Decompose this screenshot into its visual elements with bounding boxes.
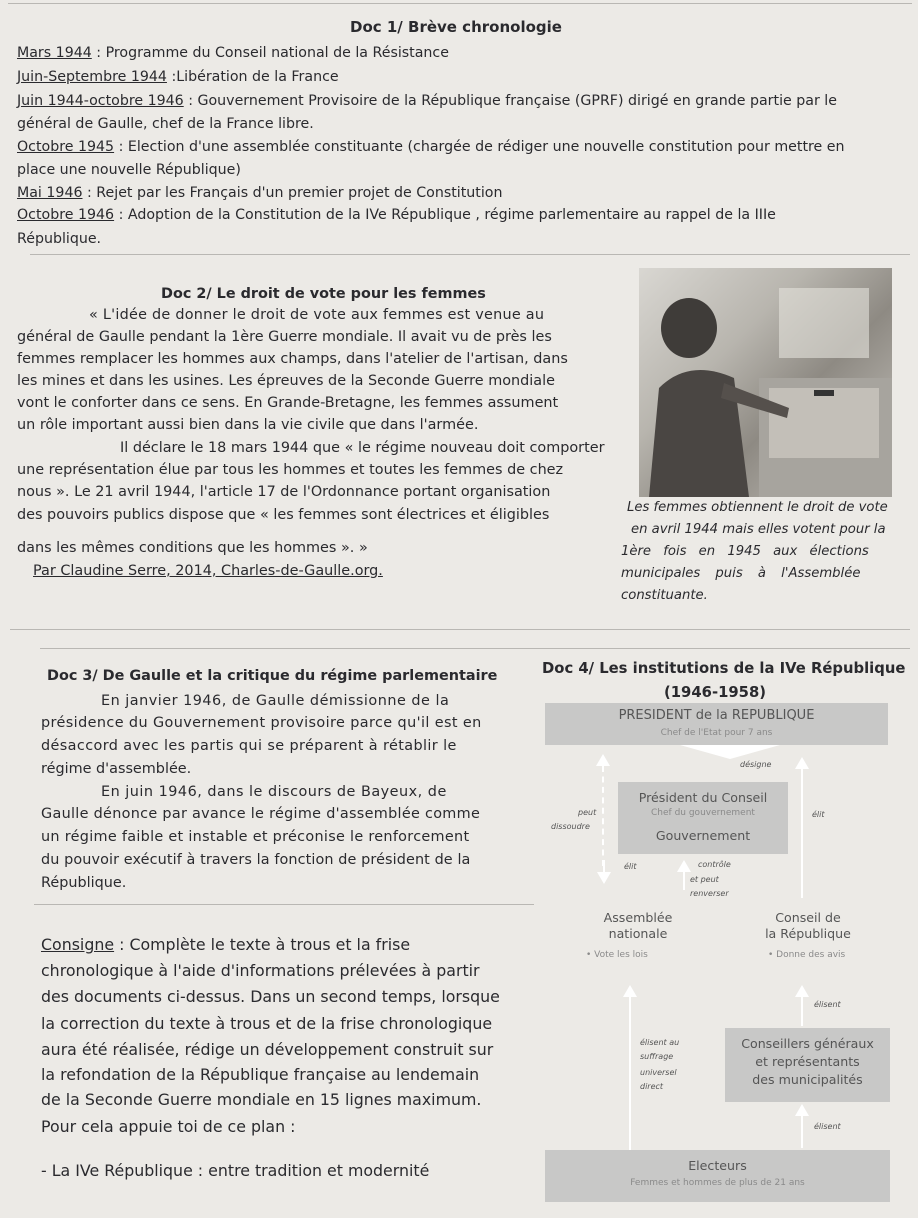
- doc3-line: désaccord avec les partis qui se préparent à rétablir le: [41, 738, 457, 754]
- label-elisent-2: élisent: [814, 1122, 841, 1131]
- consigne-line: de la Seconde Guerre mondiale en 15 lignes maximum.: [41, 1090, 482, 1109]
- consigne-text: : Complète le texte à trous et la frise: [114, 935, 411, 954]
- voting-photo-illustration: [639, 268, 892, 497]
- label-direct: direct: [640, 1082, 664, 1091]
- label-elit-1: élit: [812, 810, 825, 819]
- label-suffrage: suffrage: [640, 1052, 674, 1061]
- doc1-entry-3: [17, 93, 837, 109]
- doc2-line: nous ». Le 21 avril 1944, l'article 17 de l'Ordonnance portant organisation: [17, 484, 551, 500]
- electeurs-sub: Femmes et hommes de plus de 21 ans: [630, 1178, 805, 1188]
- consigne-line: chronologique à l'aide d'informations prélevées à partir: [41, 961, 480, 980]
- source-text: Par Claudine Serre, 2014, Charles-de-Gaulle.org.: [33, 563, 383, 579]
- doc4-title: Doc 4/ Les institutions de la IVe République: [542, 660, 906, 677]
- doc2-line: « L'idée de donner le droit de vote aux femmes est venue au: [89, 307, 545, 323]
- controle-arrow-line: [683, 870, 685, 890]
- entry-date: Mai 1946: [17, 185, 83, 201]
- conseil-rep-sub: • Donne des avis: [768, 950, 846, 960]
- electeurs-box: [545, 1150, 890, 1202]
- photo-caption: municipales puis à l'Assemblée: [621, 566, 861, 581]
- elit-arrow-line: [801, 768, 803, 898]
- entry-date: Octobre 1945: [17, 139, 115, 155]
- president-title: PRESIDENT de la REPUBLIQUE: [618, 708, 815, 723]
- entry-date: Juin-Septembre 1944: [17, 69, 167, 85]
- top-rule: [8, 3, 912, 4]
- photo-caption: Les femmes obtiennent le droit de vote: [627, 500, 888, 515]
- doc3-line: République.: [41, 875, 127, 891]
- doc3-line: du pouvoir exécutif à travers la fonction de président de la: [41, 852, 471, 868]
- president-box: [545, 703, 888, 745]
- conseillers-line-2: et représentants: [755, 1054, 860, 1069]
- consigne-line: aura été réalisée, rédige un développement construit sur: [41, 1040, 494, 1059]
- label-peut: peut: [578, 808, 597, 817]
- label-elit-2: élit: [624, 862, 637, 871]
- conseil-title: Président du Conseil: [638, 790, 768, 805]
- doc2-line: des pouvoirs publics dispose que « les femmes sont électrices et éligibles: [17, 507, 550, 523]
- doc3-title: Doc 3/ De Gaulle et la critique du régime parlementaire: [47, 668, 498, 684]
- doc1-entry-6: [17, 207, 776, 223]
- elisent-arrow-line: [801, 996, 803, 1026]
- label-elisent-1: élisent: [814, 1000, 841, 1009]
- doc2-line: femmes remplacer les hommes aux champs, dans l'atelier de l'artisan, dans: [17, 351, 568, 367]
- doc2-line: une représentation élue par tous les hommes et toutes les femmes de chez: [17, 462, 564, 478]
- conseillers-line-1: Conseillers généraux: [741, 1036, 874, 1051]
- doc3-line: régime d'assemblée.: [41, 761, 192, 777]
- electeurs-title: Electeurs: [688, 1158, 747, 1173]
- entry-date: Juin 1944-octobre 1946: [17, 93, 184, 109]
- entry-text: : Adoption de la Constitution de la IVe République , régime parlementaire au rappel de la IIIe: [114, 207, 776, 223]
- consigne-line: des documents ci-dessus. Dans un second temps, lorsque: [41, 987, 500, 1006]
- entry-text: :Libération de la France: [166, 69, 339, 85]
- conseillers-line-3: des municipalités: [752, 1072, 863, 1087]
- doc1-entry-6-cont: République.: [17, 231, 102, 247]
- doc3-line: En juin 1946, dans le discours de Bayeux, de: [101, 784, 447, 800]
- doc2-source: [33, 563, 383, 579]
- consigne-line-1: [41, 935, 410, 954]
- photo-caption: en avril 1944 mais elles votent pour la: [631, 522, 886, 537]
- doc2-title: Doc 2/ Le droit de vote pour les femmes: [161, 286, 486, 302]
- label-dissoudre: dissoudre: [551, 822, 590, 831]
- entry-date: Octobre 1946: [17, 207, 115, 223]
- consigne-plan: - La IVe République : entre tradition et modernité: [41, 1161, 430, 1180]
- doc2-rule-2: [40, 648, 910, 649]
- label-controle: contrôle: [698, 860, 731, 869]
- conseillers-box: [725, 1028, 890, 1102]
- photo-caption: constituante.: [621, 588, 708, 603]
- doc3-line: En janvier 1946, de Gaulle démissionne de la: [101, 693, 450, 709]
- doc2-line: vont le conforter dans ce sens. En Grande-Bretagne, les femmes assument: [17, 395, 559, 411]
- doc1-entry-2: [17, 69, 339, 85]
- gouvernement-label: Gouvernement: [655, 828, 751, 843]
- conseil-sub: Chef du gouvernement: [651, 808, 755, 818]
- label-designe: désigne: [740, 760, 772, 769]
- photo-caption: 1ère fois en 1945 aux élections: [621, 544, 869, 559]
- doc4-subtitle: (1946-1958): [664, 684, 767, 701]
- assemblee-title-1: Assemblée: [603, 910, 673, 925]
- consigne-line: la refondation de la République française au lendemain: [41, 1065, 480, 1084]
- dissolve-arrow-line: [602, 766, 606, 866]
- assemblee-sub: • Vote les lois: [586, 950, 648, 960]
- doc2-line: Il déclare le 18 mars 1944 que « le régime nouveau doit comporter: [120, 440, 605, 456]
- suffrage-arrow-line: [629, 996, 631, 1156]
- doc1-entry-4: [17, 139, 845, 155]
- doc3-line: Gaulle dénonce par avance le régime d'assemblée comme: [41, 806, 481, 822]
- label-universel: universel: [640, 1068, 677, 1077]
- doc2-line: général de Gaulle pendant la 1ère Guerre mondiale. Il avait vu de près les: [17, 329, 552, 345]
- doc2-line: les mines et dans les usines. Les épreuves de la Seconde Guerre mondiale: [17, 373, 555, 389]
- entry-text: : Programme du Conseil national de la Résistance: [91, 45, 449, 61]
- conseil-rep-title-2: la République: [765, 926, 851, 941]
- elit-down-head: [597, 872, 611, 884]
- consigne-line: la correction du texte à trous et de la frise chronologique: [41, 1014, 493, 1033]
- doc2-line: dans les mêmes conditions que les hommes ». »: [17, 540, 368, 556]
- doc1-entry-1: [17, 45, 449, 61]
- doc3-rule: [34, 904, 534, 905]
- entry-text: : Gouvernement Provisoire de la République française (GPRF) dirigé en grande partie par le: [183, 93, 837, 109]
- entry-text: : Rejet par les Français d'un premier projet de Constitution: [82, 185, 503, 201]
- conseil-box: [618, 782, 788, 854]
- president-sub: Chef de l'Etat pour 7 ans: [660, 728, 773, 738]
- doc1-entry-3-cont: général de Gaulle, chef de la France libre.: [17, 116, 314, 132]
- dissolve-arrow-head: [596, 754, 610, 766]
- doc1-entry-4-cont: place une nouvelle République): [17, 162, 241, 178]
- entry-date: Mars 1944: [17, 45, 92, 61]
- assemblee-title-2: nationale: [608, 926, 668, 941]
- doc1-entry-5: [17, 185, 502, 201]
- designe-arrow: [680, 745, 780, 759]
- doc1-rule: [30, 254, 910, 255]
- conseil-rep-title-1: Conseil de: [775, 910, 841, 925]
- label-et-peut: et peut: [690, 875, 719, 884]
- consigne-label: Consigne: [41, 935, 115, 954]
- doc2-rule: [10, 629, 910, 630]
- label-elisent-au: élisent au: [640, 1038, 680, 1047]
- doc1-title: Doc 1/ Brève chronologie: [350, 18, 562, 36]
- entry-text: : Election d'une assemblée constituante (chargée de rédiger une nouvelle constitution pour mettre en: [114, 139, 845, 155]
- voting-photo: [639, 268, 892, 497]
- doc3-line: un régime faible et instable et préconise le renforcement: [41, 829, 470, 845]
- label-renverser: renverser: [690, 889, 729, 898]
- consigne-line: Pour cela appuie toi de ce plan :: [41, 1117, 296, 1136]
- doc2-line: un rôle important aussi bien dans la vie civile que dans l'armée.: [17, 417, 479, 433]
- elisent-2-arrow-line: [801, 1114, 803, 1148]
- doc3-line: présidence du Gouvernement provisoire parce qu'il est en: [41, 715, 482, 731]
